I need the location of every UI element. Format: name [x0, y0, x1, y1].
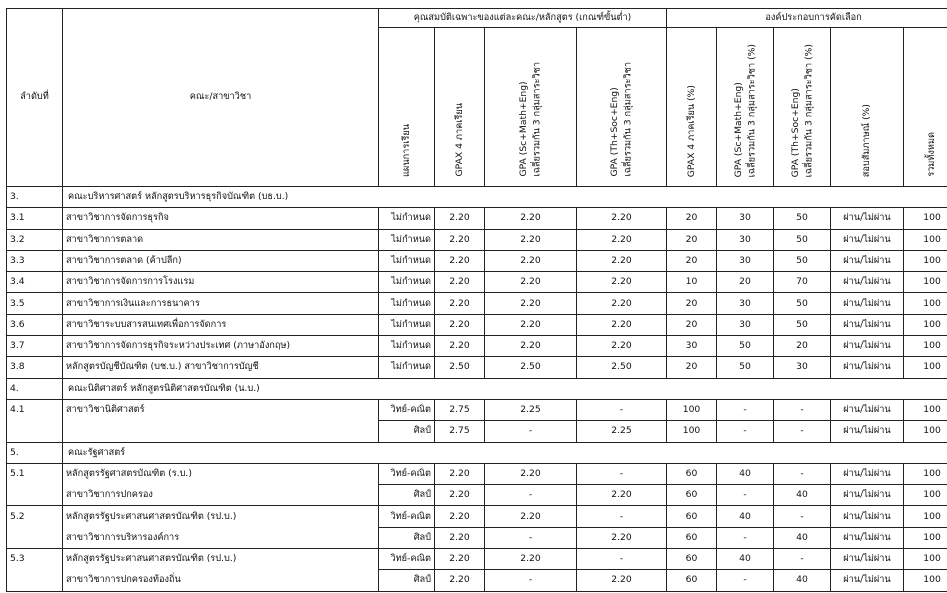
row-gpa-sci: 2.20	[485, 463, 577, 484]
row-name: หลักสูตรรัฐศาสตรบัณฑิต (ร.บ.)	[63, 463, 379, 484]
row-gpa-soc: 2.20	[577, 293, 667, 314]
row-gpax: 2.20	[435, 229, 485, 250]
row-interview: ผ่าน/ไม่ผ่าน	[831, 421, 904, 442]
row-plan: ไม่กำหนด	[379, 250, 435, 271]
row-gpax: 2.20	[435, 314, 485, 335]
row-gpa-sci: 2.50	[485, 357, 577, 378]
row-gpa-soc: 2.25	[577, 421, 667, 442]
row-total: 100	[904, 357, 947, 378]
row-plan: ไม่กำหนด	[379, 336, 435, 357]
row-total: 100	[904, 506, 947, 527]
row-gpa-sci: 2.20	[485, 314, 577, 335]
row-gpa-soc: 2.20	[577, 250, 667, 271]
row-no	[7, 527, 63, 548]
row-pct-gpax: 60	[667, 485, 717, 506]
header-interview: สอบสัมภาษณ์ (%)	[831, 28, 904, 187]
row-plan: ไม่กำหนด	[379, 314, 435, 335]
row-total: 100	[904, 549, 947, 570]
row-interview: ผ่าน/ไม่ผ่าน	[831, 272, 904, 293]
row-pct-soc: 40	[774, 570, 831, 591]
row-interview: ผ่าน/ไม่ผ่าน	[831, 208, 904, 229]
row-gpax: 2.20	[435, 527, 485, 548]
row-pct-sci: 30	[717, 314, 774, 335]
header-qualification-group: คุณสมบัติเฉพาะของแต่ละคณะ/หลักสูตร (เกณฑ์ขั้นต่ำ)	[379, 9, 667, 28]
row-no	[7, 485, 63, 506]
row-name: สาขาวิชาการจัดการการโรงแรม	[63, 272, 379, 293]
header-gpa-sci-req: GPA (Sc+Math+Eng) เฉลี่ยรวมกัน 3 กลุ่มสาระวิชา	[485, 28, 577, 187]
row-no: 3.7	[7, 336, 63, 357]
row-pct-gpax: 60	[667, 506, 717, 527]
row-pct-gpax: 30	[667, 336, 717, 357]
header-gpa-soc-pct: GPA (Th+Soc+Eng) เฉลี่ยรวมกัน 3 กลุ่มสาระวิชา (%)	[774, 28, 831, 187]
row-total: 100	[904, 208, 947, 229]
row-pct-soc: 70	[774, 272, 831, 293]
row-total: 100	[904, 527, 947, 548]
row-interview: ผ่าน/ไม่ผ่าน	[831, 549, 904, 570]
row-gpax: 2.20	[435, 463, 485, 484]
row-gpa-sci: 2.20	[485, 549, 577, 570]
row-interview: ผ่าน/ไม่ผ่าน	[831, 399, 904, 420]
row-pct-gpax: 60	[667, 527, 717, 548]
row-total: 100	[904, 229, 947, 250]
row-gpa-soc: -	[577, 506, 667, 527]
row-plan: ไม่กำหนด	[379, 357, 435, 378]
row-gpa-soc: 2.50	[577, 357, 667, 378]
row-gpa-soc: 2.20	[577, 208, 667, 229]
section-row	[7, 378, 947, 399]
row-plan: ศิลป์	[379, 485, 435, 506]
row-gpax: 2.75	[435, 421, 485, 442]
section-row	[7, 187, 947, 208]
row-gpa-soc: 2.20	[577, 485, 667, 506]
row-interview: ผ่าน/ไม่ผ่าน	[831, 250, 904, 271]
row-pct-soc: 40	[774, 485, 831, 506]
row-pct-soc: -	[774, 506, 831, 527]
row-plan: ศิลป์	[379, 421, 435, 442]
row-gpax: 2.20	[435, 250, 485, 271]
row-total: 100	[904, 399, 947, 420]
row-pct-gpax: 60	[667, 570, 717, 591]
row-gpa-sci: 2.20	[485, 293, 577, 314]
row-no: 5.2	[7, 506, 63, 527]
row-no: 3.8	[7, 357, 63, 378]
row-no: 3.6	[7, 314, 63, 335]
row-gpa-soc: 2.20	[577, 570, 667, 591]
row-pct-sci: -	[717, 399, 774, 420]
row-pct-soc: 50	[774, 250, 831, 271]
row-plan: วิทย์-คณิต	[379, 549, 435, 570]
row-gpa-soc: -	[577, 463, 667, 484]
row-gpa-sci: -	[485, 570, 577, 591]
row-pct-gpax: 60	[667, 549, 717, 570]
row-interview: ผ่าน/ไม่ผ่าน	[831, 336, 904, 357]
row-pct-sci: -	[717, 527, 774, 548]
row-pct-sci: 40	[717, 463, 774, 484]
row-interview: ผ่าน/ไม่ผ่าน	[831, 314, 904, 335]
row-gpa-soc: -	[577, 549, 667, 570]
row-no	[7, 421, 63, 442]
row-interview: ผ่าน/ไม่ผ่าน	[831, 570, 904, 591]
row-pct-soc: -	[774, 463, 831, 484]
header-gpa-soc-req: GPA (Th+Soc+Eng) เฉลี่ยรวมกัน 3 กลุ่มสาระวิชา	[577, 28, 667, 187]
row-gpa-soc: 2.20	[577, 229, 667, 250]
row-total: 100	[904, 250, 947, 271]
row-pct-sci: 30	[717, 229, 774, 250]
row-pct-soc: -	[774, 549, 831, 570]
row-name: สาขาวิชาการปกครองท้องถิ่น	[63, 570, 379, 591]
row-pct-gpax: 20	[667, 357, 717, 378]
row-name: สาขาวิชาการจัดการธุรกิจระหว่างประเทศ (ภาษาอังกฤษ)	[63, 336, 379, 357]
table-row	[7, 293, 947, 314]
row-no: 3.3	[7, 250, 63, 271]
row-gpa-soc: 2.20	[577, 336, 667, 357]
row-total: 100	[904, 314, 947, 335]
row-no: 3.1	[7, 208, 63, 229]
row-plan: ไม่กำหนด	[379, 229, 435, 250]
row-gpa-sci: 2.20	[485, 229, 577, 250]
row-no: 3.4	[7, 272, 63, 293]
row-gpax: 2.50	[435, 357, 485, 378]
row-pct-gpax: 20	[667, 314, 717, 335]
row-pct-soc: 40	[774, 527, 831, 548]
row-no: 5.3	[7, 549, 63, 570]
row-gpa-sci: -	[485, 485, 577, 506]
row-pct-sci: 20	[717, 272, 774, 293]
row-pct-gpax: 20	[667, 229, 717, 250]
table-row	[7, 250, 947, 271]
row-pct-sci: 30	[717, 293, 774, 314]
row-total: 100	[904, 293, 947, 314]
row-pct-soc: 30	[774, 357, 831, 378]
row-gpa-sci: 2.20	[485, 208, 577, 229]
row-plan: ศิลป์	[379, 527, 435, 548]
row-pct-sci: -	[717, 421, 774, 442]
row-gpax: 2.20	[435, 208, 485, 229]
row-pct-soc: -	[774, 421, 831, 442]
row-pct-sci: 50	[717, 357, 774, 378]
row-interview: ผ่าน/ไม่ผ่าน	[831, 485, 904, 506]
row-total: 100	[904, 421, 947, 442]
row-interview: ผ่าน/ไม่ผ่าน	[831, 229, 904, 250]
row-total: 100	[904, 463, 947, 484]
row-pct-sci: 30	[717, 250, 774, 271]
row-name: สาขาวิชาการเงินและการธนาคาร	[63, 293, 379, 314]
row-total: 100	[904, 485, 947, 506]
table-row	[7, 527, 947, 548]
row-interview: ผ่าน/ไม่ผ่าน	[831, 463, 904, 484]
row-gpax: 2.75	[435, 399, 485, 420]
table-row	[7, 485, 947, 506]
admission-criteria-table	[6, 8, 947, 592]
row-gpa-sci: -	[485, 421, 577, 442]
row-interview: ผ่าน/ไม่ผ่าน	[831, 293, 904, 314]
row-pct-gpax: 20	[667, 208, 717, 229]
row-no: 3.5	[7, 293, 63, 314]
row-name: สาขาวิชานิติศาสตร์	[63, 399, 379, 420]
header-gpax-pct: GPAX 4 ภาคเรียน (%)	[667, 28, 717, 187]
row-gpax: 2.20	[435, 506, 485, 527]
header-gpax-req: GPAX 4 ภาคเรียน	[435, 28, 485, 187]
row-gpax: 2.20	[435, 570, 485, 591]
row-no	[7, 570, 63, 591]
row-pct-gpax: 10	[667, 272, 717, 293]
section-title: คณะนิติศาสตร์ หลักสูตรนิติศาสตรบัณฑิต (น.บ.)	[63, 378, 947, 399]
row-pct-sci: 40	[717, 549, 774, 570]
header-plan: แผนการเรียน	[379, 28, 435, 187]
row-gpa-sci: 2.20	[485, 250, 577, 271]
section-no: 5.	[7, 442, 63, 463]
header-faculty: คณะ/สาขาวิชา	[63, 9, 379, 187]
table-row	[7, 506, 947, 527]
row-pct-gpax: 20	[667, 293, 717, 314]
row-name: สาขาวิชาการปกครอง	[63, 485, 379, 506]
row-gpa-sci: 2.20	[485, 336, 577, 357]
row-gpa-sci: 2.20	[485, 506, 577, 527]
header-selection-group: องค์ประกอบการคัดเลือก	[667, 9, 947, 28]
row-gpax: 2.20	[435, 293, 485, 314]
row-gpax: 2.20	[435, 549, 485, 570]
row-name: สาขาวิชาการจัดการธุรกิจ	[63, 208, 379, 229]
row-plan: วิทย์-คณิต	[379, 463, 435, 484]
row-gpa-soc: 2.20	[577, 314, 667, 335]
table-row	[7, 357, 947, 378]
section-no: 4.	[7, 378, 63, 399]
row-name	[63, 421, 379, 442]
table-row	[7, 463, 947, 484]
row-name: หลักสูตรบัญชีบัณฑิต (บช.บ.) สาขาวิชาการบัญชี	[63, 357, 379, 378]
row-no: 4.1	[7, 399, 63, 420]
row-plan: ไม่กำหนด	[379, 293, 435, 314]
row-no: 3.2	[7, 229, 63, 250]
header-total: รวมทั้งหมด	[904, 28, 947, 187]
row-pct-gpax: 60	[667, 463, 717, 484]
row-total: 100	[904, 336, 947, 357]
row-gpax: 2.20	[435, 336, 485, 357]
header-no: ลำดับที่	[7, 9, 63, 187]
row-name: หลักสูตรรัฐประศาสนศาสตรบัณฑิต (รป.บ.)	[63, 506, 379, 527]
row-interview: ผ่าน/ไม่ผ่าน	[831, 527, 904, 548]
table-row	[7, 421, 947, 442]
table-row	[7, 272, 947, 293]
section-title: คณะรัฐศาสตร์	[63, 442, 947, 463]
row-plan: วิทย์-คณิต	[379, 399, 435, 420]
section-no: 3.	[7, 187, 63, 208]
row-name: หลักสูตรรัฐประศาสนศาสตรบัณฑิต (รป.บ.)	[63, 549, 379, 570]
table-row	[7, 336, 947, 357]
table-row	[7, 314, 947, 335]
row-no: 5.1	[7, 463, 63, 484]
row-pct-sci: 40	[717, 506, 774, 527]
row-pct-gpax: 100	[667, 399, 717, 420]
row-interview: ผ่าน/ไม่ผ่าน	[831, 506, 904, 527]
row-pct-soc: -	[774, 399, 831, 420]
row-gpax: 2.20	[435, 272, 485, 293]
row-name: สาขาวิชาการตลาด	[63, 229, 379, 250]
row-pct-soc: 50	[774, 208, 831, 229]
row-gpa-sci: 2.25	[485, 399, 577, 420]
row-plan: ศิลป์	[379, 570, 435, 591]
row-gpa-sci: -	[485, 527, 577, 548]
table-row	[7, 549, 947, 570]
row-gpa-soc: 2.20	[577, 272, 667, 293]
row-gpa-soc: -	[577, 399, 667, 420]
row-pct-gpax: 100	[667, 421, 717, 442]
row-pct-soc: 20	[774, 336, 831, 357]
section-row	[7, 442, 947, 463]
row-name: สาขาวิชาการบริหารองค์การ	[63, 527, 379, 548]
row-total: 100	[904, 570, 947, 591]
table-row	[7, 399, 947, 420]
row-pct-gpax: 20	[667, 250, 717, 271]
section-title: คณะบริหารศาสตร์ หลักสูตรบริหารธุรกิจบัณฑิต (บธ.บ.)	[63, 187, 947, 208]
row-total: 100	[904, 272, 947, 293]
table-row	[7, 208, 947, 229]
row-gpa-soc: 2.20	[577, 527, 667, 548]
table-row	[7, 570, 947, 591]
table-row	[7, 229, 947, 250]
row-pct-sci: -	[717, 570, 774, 591]
row-name: สาขาวิชาการตลาด (ค้าปลีก)	[63, 250, 379, 271]
row-plan: ไม่กำหนด	[379, 208, 435, 229]
row-gpax: 2.20	[435, 485, 485, 506]
row-pct-sci: 30	[717, 208, 774, 229]
row-interview: ผ่าน/ไม่ผ่าน	[831, 357, 904, 378]
row-pct-soc: 50	[774, 229, 831, 250]
row-plan: วิทย์-คณิต	[379, 506, 435, 527]
row-gpa-sci: 2.20	[485, 272, 577, 293]
row-pct-soc: 50	[774, 314, 831, 335]
row-name: สาขาวิชาระบบสารสนเทศเพื่อการจัดการ	[63, 314, 379, 335]
row-pct-soc: 50	[774, 293, 831, 314]
row-pct-sci: -	[717, 485, 774, 506]
header-gpa-sci-pct: GPA (Sc+Math+Eng) เฉลี่ยรวมกัน 3 กลุ่มสาระวิชา (%)	[717, 28, 774, 187]
row-pct-sci: 50	[717, 336, 774, 357]
row-plan: ไม่กำหนด	[379, 272, 435, 293]
